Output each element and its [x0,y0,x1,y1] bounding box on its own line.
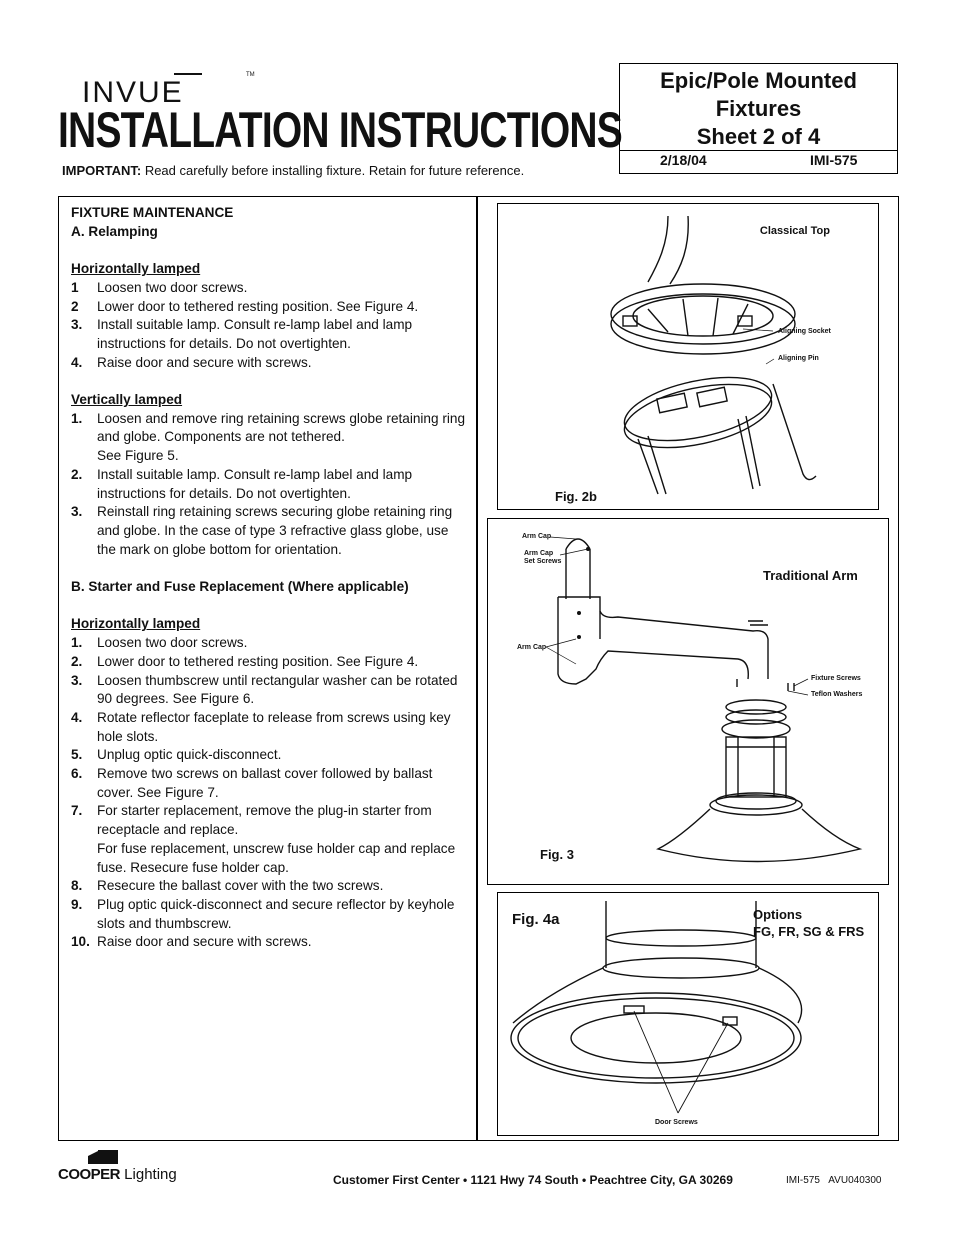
horiz2-steps-list [71,634,471,952]
fig4a-label: Fig. 4a [512,911,560,928]
step-item [71,653,471,672]
figure-4a [497,892,879,1136]
step-text-container [97,503,471,559]
sheet-title [620,67,897,151]
fig3-label: Fig. 3 [540,847,574,862]
step-text: Raise door and secure with screws. [97,934,312,950]
figure-3 [487,518,889,885]
horiz-steps-list [71,279,471,373]
step-text-container [97,634,471,653]
step-text-container [97,354,471,373]
step-text-container [97,298,471,317]
step-text-container [97,653,471,672]
sheet-title-line1: Epic/Pole Mounted [660,68,857,93]
fig2b-label: Fig. 2b [555,489,597,504]
fig2b-title: Classical Top [759,225,830,237]
horiz-lamped-heading: Horizontally lamped [71,261,201,277]
step-text-container [97,765,471,802]
step-text: Raise door and secure with screws. [97,354,312,370]
brand-text: INVUE [82,76,184,108]
step-text-container [97,410,471,466]
step-item [71,709,471,746]
fixture-screws-callout: Fixture Screws [811,675,861,682]
step-number: 2. [71,653,83,669]
step-item [71,877,471,896]
step-number: 1. [71,410,83,426]
maintenance-instructions [71,204,471,952]
step-number: 9. [71,896,83,912]
arm-cap-callout-side: Arm Cap [517,644,547,651]
fig4a-title-line2: FG, FR, SG & FRS [753,924,865,939]
step-number: 8. [71,878,83,894]
step-text-container [97,279,471,298]
step-item [71,933,471,952]
step-text: Remove two screws on ballast cover followed by ballast cover. See Figure 7. [97,766,433,800]
step-item [71,298,471,317]
step-text: For starter replacement, remove the plug-in starter from receptacle and replace. [97,803,432,838]
step-number: 2 [71,298,79,314]
sheet-doc-number: IMI-575 [810,152,858,168]
step-text: Loosen two door screws. [97,635,248,651]
page-title: INSTALLATION INSTRUCTIONS [58,102,623,158]
step-number: 10. [71,934,90,950]
section-a-heading: A. Relamping [71,223,158,239]
step-item [71,316,471,353]
section-b-heading: B. Starter and Fuse Replacement (Where applicable) [71,579,409,595]
step-text-continued: See Figure 5. [97,448,179,464]
step-number: 1. [71,635,83,651]
cooper-lighting-logo [58,1148,198,1184]
step-text: Reinstall ring retaining screws securing globe retaining ring and globe. In the case of type 3 refractive glass globe, use the mark on globe bottom for orientation. [97,504,453,557]
maintenance-heading: FIXTURE MAINTENANCE [71,205,234,220]
sheet-title-line2: Fixtures [715,96,802,121]
step-text-container [97,672,471,709]
step-item [71,746,471,765]
step-item [71,503,471,559]
step-number: 7. [71,803,83,819]
step-item [71,765,471,802]
step-text-container [97,896,471,933]
step-text: Loosen two door screws. [97,279,248,295]
step-text: Loosen and remove ring retaining screws globe retaining ring and globe. Components are not tethered. [97,410,466,445]
fig4a-title-line1: Options [753,907,803,922]
step-text: Rotate reflector faceplate to release from screws using key hole slots. [97,709,451,744]
footer-address: Customer First Center • 1121 Hwy 74 South • Peachtree City, GA 30269 [333,1173,733,1187]
step-text-container [97,877,471,896]
important-text: Read carefully before installing fixture. Retain for future reference. [141,163,525,178]
sheet-date: 2/18/04 [660,152,707,168]
step-text: Install suitable lamp. Consult re-lamp label and lamp instructions for details. Do not overtighten. [97,317,413,351]
important-label: IMPORTANT: [62,163,142,178]
sheet-title-line3: Sheet 2 of 4 [696,124,821,149]
figure-2b [497,203,879,510]
step-text-container [97,316,471,353]
aligning-pin-callout: Aligning Pin [778,355,819,362]
sheet-divider [620,150,897,151]
arm-cap-set-screws-callout: Arm Cap Set Screws [524,550,562,565]
column-divider [476,196,478,1141]
step-item [71,279,471,298]
vert-steps-list [71,410,471,560]
step-text: Resecure the ballast cover with the two screws. [97,878,384,894]
step-item [71,354,471,373]
footer-code-2: AVU040300 [828,1175,882,1186]
teflon-washers-callout: Teflon Washers [811,691,863,698]
step-item [71,410,471,466]
step-item [71,672,471,709]
cooper-brand: COOPER [58,1166,121,1183]
vert-lamped-heading: Vertically lamped [71,392,183,407]
step-number: 4. [71,709,83,725]
step-text: Lower door to tethered resting position. See Figure 4. [97,653,419,669]
step-number: 3. [71,504,83,520]
step-text-container [97,802,471,877]
horiz2-lamped-heading: Horizontally lamped [71,616,201,632]
fig3-title: Traditional Arm [763,568,858,583]
important-note [62,163,524,178]
step-number: 2. [71,466,83,482]
step-text-container [97,933,471,952]
classical-top-drawing [498,204,878,509]
sheet-info-box [619,63,898,174]
step-item [71,802,471,877]
step-text-container [97,709,471,746]
door-screws-callout: Door Screws [655,1119,698,1126]
step-item [71,634,471,653]
aligning-socket-callout: Aligning Socket [778,328,831,335]
step-number: 3. [71,317,83,333]
trademark-text: TM [246,72,255,78]
step-text-container [97,746,471,765]
step-text: Unplug optic quick-disconnect. [97,747,282,763]
lighting-brand: Lighting [120,1166,177,1183]
step-item [71,896,471,933]
arm-cap-callout-top: Arm Cap [522,533,552,540]
footer-codes [786,1175,881,1186]
step-number: 5. [71,747,83,763]
step-text-continued: For fuse replacement, unscrew fuse holder cap and replace fuse. Resecure fuse holder cap. [97,840,456,875]
footer-code-1: IMI-575 [786,1175,820,1186]
step-item [71,466,471,503]
step-text: Lower door to tethered resting position. See Figure 4. [97,298,419,314]
step-text: Loosen thumbscrew until rectangular washer can be rotated 90 degrees. See Figure 6. [97,672,458,707]
step-text-container [97,466,471,503]
step-number: 4. [71,354,83,370]
step-number: 1 [71,279,79,295]
step-number: 6. [71,766,83,782]
step-number: 3. [71,672,83,688]
step-text: Install suitable lamp. Consult re-lamp label and lamp instructions for details. Do not overtighten. [97,466,413,501]
step-text: Plug optic quick-disconnect and secure reflector by keyhole slots and thumbscrew. [97,896,455,931]
